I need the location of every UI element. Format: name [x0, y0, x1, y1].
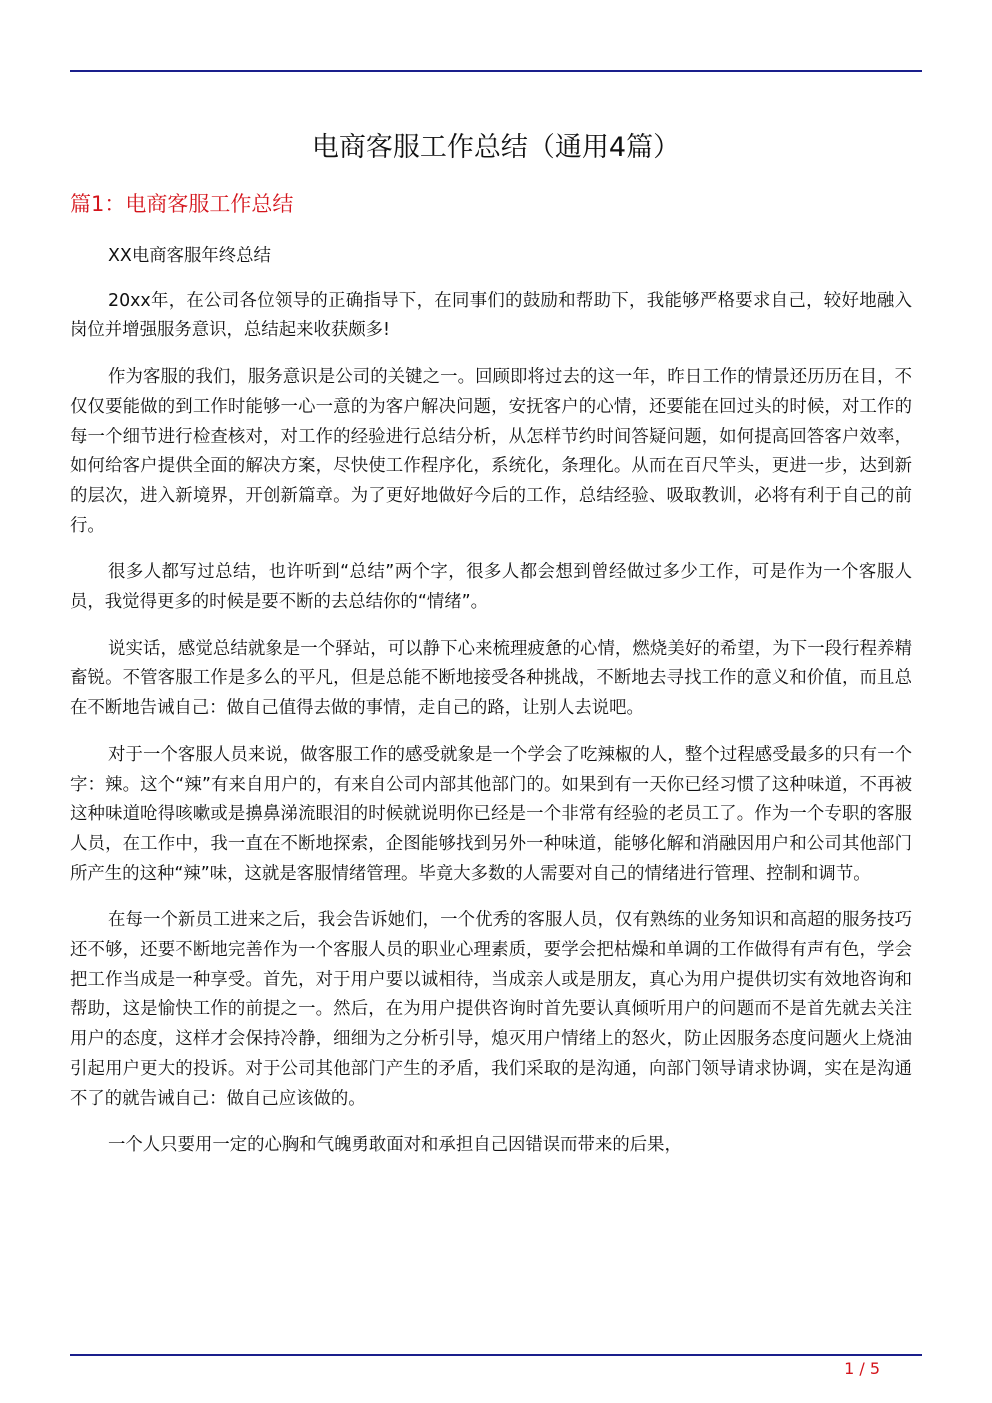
section-title: 篇1：电商客服工作总结	[70, 192, 294, 216]
paragraph: 在每一个新员工进来之后，我会告诉她们，一个优秀的客服人员，仅有熟练的业务知识和高超的服务技巧还不够，还要不断地完善作为一个客服人员的职业心理素质，要学会把枯燥和单调的工作做得有声有色，学会把工作当成是一种享受。首先，对于用户要以诚相待，当成亲人或是朋友，真心为用户提供切实有效地咨询和帮助，这是愉快工作的前提之一。然后，在为用户提供咨询时首先要认真倾听用户的问题而不是首先就去关注用户的态度，这样才会保持冷静，细细为之分析引导，熄灭用户情绪上的怒火，防止因服务态度问题火上烧油引起用户更大的投诉。对于公司其他部门产生的矛盾，我们采取的是沟通，向部门领导请求协调，实在是沟通不了的就告诫自己：做自己应该做的。	[70, 910, 912, 1109]
paragraph: 说实话，感觉总结就象是一个驿站，可以静下心来梳理疲惫的心情，燃烧美好的希望，为下一段行程养精畜锐。不管客服工作是多么的平凡，但是总能不断地接受各种挑战，不断地去寻找工作的意义和价值，而且总在不断地告诫自己：做自己值得去做的事情，走自己的路，让别人去说吧。	[70, 638, 912, 719]
paragraph: 很多人都写过总结，也许听到“总结”两个字，很多人都会想到曾经做过多少工作，可是作为一个客服人员，我觉得更多的时候是要不断的去总结你的“情绪”。	[70, 562, 912, 613]
page-number: 1 / 5	[844, 1359, 880, 1378]
subheading: XX电商客服年终总结	[108, 246, 271, 266]
paragraph: 作为客服的我们，服务意识是公司的关键之一。回顾即将过去的这一年，昨日工作的情景还历历在目，不仅仅要能做的到工作时能够一心一意的为客户解决问题，安抚客户的心情，还要能在回过头的时候，对工作的每一个细节进行检查核对，对工作的经验进行总结分析，从怎样节约时间答疑问题，如何提高回答客户效率，如何给客户提供全面的解决方案，尽快使工作程序化，系统化，条理化。从而在百尺竿头，更进一步，达到新的层次，进入新境界，开创新篇章。为了更好地做好今后的工作，总结经验、吸取教训，必将有利于自己的前行。	[70, 367, 912, 536]
footer-rule	[70, 1354, 922, 1356]
document-title: 电商客服工作总结（通用4篇）	[311, 132, 681, 163]
document-body	[70, 242, 912, 1161]
paragraph: 20xx年，在公司各位领导的正确指导下，在同事们的鼓励和帮助下，我能够严格要求自己，较好地融入岗位并增强服务意识，总结起来收获颇多!	[70, 290, 912, 341]
header-rule	[70, 70, 922, 72]
paragraph: 对于一个客服人员来说，做客服工作的感受就象是一个学会了吃辣椒的人，整个过程感受最多的只有一个字：辣。这个“辣”有来自用户的，有来自公司内部其他部门的。如果到有一天你已经习惯了这种味道，不再被这种味道呛得咳嗽或是擤鼻涕流眼泪的时候就说明你已经是一个非常有经验的老员工了。作为一个专职的客服人员，在工作中，我一直在不断地探索，企图能够找到另外一种味道，能够化解和消融因用户和公司其他部门所产生的这种“辣”味，这就是客服情绪管理。毕竟大多数的人需要对自己的情绪进行管理、控制和调节。	[70, 744, 912, 884]
paragraph: 一个人只要用一定的心胸和气魄勇敢面对和承担自己因错误而带来的后果，	[108, 1135, 682, 1156]
